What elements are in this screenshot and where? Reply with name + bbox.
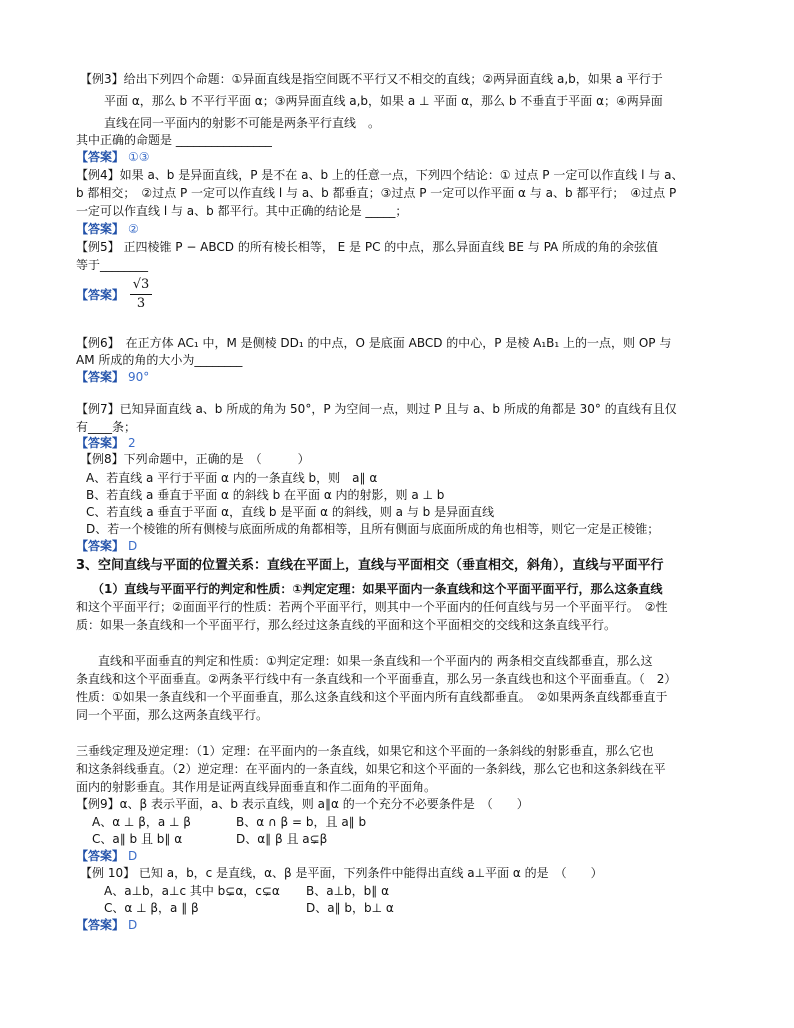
ex5-answer-fraction [130, 276, 152, 313]
ex3-line-3: 直线在同一平面内的射影不可能是两条平行直线 。 [104, 116, 381, 130]
ex8-answer: D [128, 539, 138, 553]
ex10-option-a: A、a⊥b，a⊥c 其中 b⊊α，c⊊α [104, 884, 280, 898]
section-3-p3-line-2: 和这条斜线垂直。（2）逆定理：在平面内的一条直线，如果它和这个平面的一条斜线，那么它也和这条斜线在平 [76, 762, 666, 776]
ex9-option-b: B、α ∩ β = b，且 a∥ b [236, 815, 367, 829]
ex3-answer-label: 【答案】 [76, 150, 125, 164]
ex3-line-1: 【例3】给出下列四个命题：①异面直线是指空间既不平行又不相交的直线；②两异面直线 a,b，如果 a 平行于 [80, 72, 663, 86]
ex4-line-3: 一定可以作直线 l 与 a、b 都平行。其中正确的结论是 _____； [76, 204, 408, 218]
ex10-answer-label: 【答案】 [76, 918, 125, 932]
section-3-p2-line-4: 同一个平面，那么这两条直线平行。 [76, 708, 269, 722]
ex5-line-2: 等于________ [76, 258, 149, 272]
ex9-option-d: D、α∥ β 且 a⊊β [236, 832, 328, 846]
ex5-answer-numerator: √3 [130, 276, 152, 295]
ex7-line-2: 有____条； [76, 420, 137, 434]
ex7-answer-label: 【答案】 [76, 436, 125, 450]
ex10-option-c: C、α ⊥ β，a ∥ β [104, 901, 199, 915]
ex8-option-d: D、若一个棱锥的所有侧棱与底面所成的角都相等，且所有侧面与底面所成的角也相等，则它一定是正棱锥； [86, 522, 660, 536]
section-3-p2-line-1: 直线和平面垂直的判定和性质：①判定定理：如果一条直线和一个平面内的 两条相交直线都垂直，那么这 [98, 654, 653, 668]
ex8-option-a: A、若直线 a 平行于平面 α 内的一条直线 b，则 a∥ α [86, 471, 378, 485]
ex9-option-c: C、a∥ b 且 b∥ α [92, 832, 183, 846]
ex8-option-b: B、若直线 a 垂直于平面 α 的斜线 b 在平面 α 内的射影，则 a ⊥ b [86, 488, 445, 502]
section-3-p3-line-1: 三垂线定理及逆定理：（1）定理：在平面内的一条直线，如果它和这个平面的一条斜线的射影垂直，那么它也 [76, 744, 654, 758]
ex8-option-c: C、若直线 a 垂直于平面 α，直线 b 是平面 α 的斜线，则 a 与 b 是异面直线 [86, 505, 495, 519]
ex10-answer: D [128, 918, 138, 932]
ex6-answer: 90° [128, 370, 150, 384]
ex10-option-b: B、a⊥b，b∥ α [306, 884, 389, 898]
ex5-answer-label: 【答案】 [76, 288, 125, 302]
ex5-line-1: 【例5】 正四棱锥 P − ABCD 的所有棱长相等， E 是 PC 的中点，那么异面直线 BE 与 PA 所成的角的余弦值 [76, 240, 659, 254]
ex10-option-d: D、a∥ b，b⊥ α [306, 901, 394, 915]
ex5-answer-denominator: 3 [136, 296, 146, 311]
section-3-p3-line-3: 面内的射影垂直。其作用是证两直线异面垂直和作二面角的平面角。 [76, 780, 437, 794]
ex3-line-4: 其中正确的命题是 ________________ [76, 133, 272, 147]
section-3-p1-line-2: 和这个平面平行；②面面平行的性质：若两个平面平行，则其中一个平面内的任何直线与另一个平面平行。 ②性 [76, 600, 668, 614]
ex3-answer: ①③ [128, 150, 150, 164]
ex4-answer-label: 【答案】 [76, 222, 125, 236]
ex4-line-2: b 都相交； ②过点 P 一定可以作直线 l 与 a、b 都垂直；③过点 P 一定可以作平面 α 与 a、b 都平行； ④过点 P [76, 186, 677, 200]
section-3-p2-line-3: 性质：①如果一条直线和一个平面垂直，那么这条直线和这个平面内所有直线都垂直。 ②如果两条直线都垂直于 [76, 690, 668, 704]
ex6-answer-label: 【答案】 [76, 370, 125, 384]
section-3-p2-line-2: 条直线和这个平面垂直。②两条平行线中有一条直线和一个平面垂直，那么另一条直线也和这个平面垂直。（ 2） [76, 672, 677, 686]
ex6-line-2: AM 所成的角的大小为________ [76, 353, 243, 367]
ex7-line-1: 【例7】已知异面直线 a、b 所成的角为 50°，P 为空间一点，则过 P 且与 a、b 所成的角都是 30° 的直线有且仅 [76, 402, 677, 416]
ex9-line-1: 【例9】α、β 表示平面，a、b 表示直线，则 a∥α 的一个充分不必要条件是 （ ） [76, 797, 529, 811]
ex8-line-1: 【例8】下列命题中，正确的是 （ ） [80, 452, 310, 466]
ex9-option-a: A、α ⊥ β，a ⊥ β [92, 815, 191, 829]
ex6-line-1: 【例6】 在正方体 AC₁ 中，M 是侧棱 DD₁ 的中点，O 是底面 ABCD 的中心，P 是棱 A₁B₁ 上的一点，则 OP 与 [76, 336, 672, 350]
ex10-line-1: 【例 10】 已知 a，b，c 是直线，α、β 是平面，下列条件中能得出直线 a⊥平面 α 的是 （ ） [80, 866, 603, 880]
ex9-answer: D [128, 849, 138, 863]
ex8-answer-label: 【答案】 [76, 539, 125, 553]
ex9-answer-label: 【答案】 [76, 849, 125, 863]
section-3-p1-line-3: 质：如果一条直线和一个平面平行，那么经过这条直线的平面和这个平面相交的交线和这条直线平行。 [76, 618, 617, 632]
section-3-heading: 3、空间直线与平面的位置关系：直线在平面上，直线与平面相交（垂直相交，斜角），直线与平面平行 [76, 558, 664, 573]
ex4-answer: ② [128, 222, 139, 236]
ex7-answer: 2 [128, 436, 136, 450]
ex4-line-1: 【例4】如果 a、b 是异面直线，P 是不在 a、b 上的任意一点，下列四个结论：① 过点 P 一定可以作直线 l 与 a、 [76, 168, 684, 182]
ex3-line-2: 平面 α，那么 b 不平行平面 α；③两异面直线 a,b，如果 a ⊥ 平面 α，那么 b 不垂直于平面 α；④两异面 [104, 94, 663, 108]
section-3-p1-line-1: （1）直线与平面平行的判定和性质：①判定定理：如果平面内一条直线和这个平面平面平行，那么这条直线 [92, 582, 663, 596]
